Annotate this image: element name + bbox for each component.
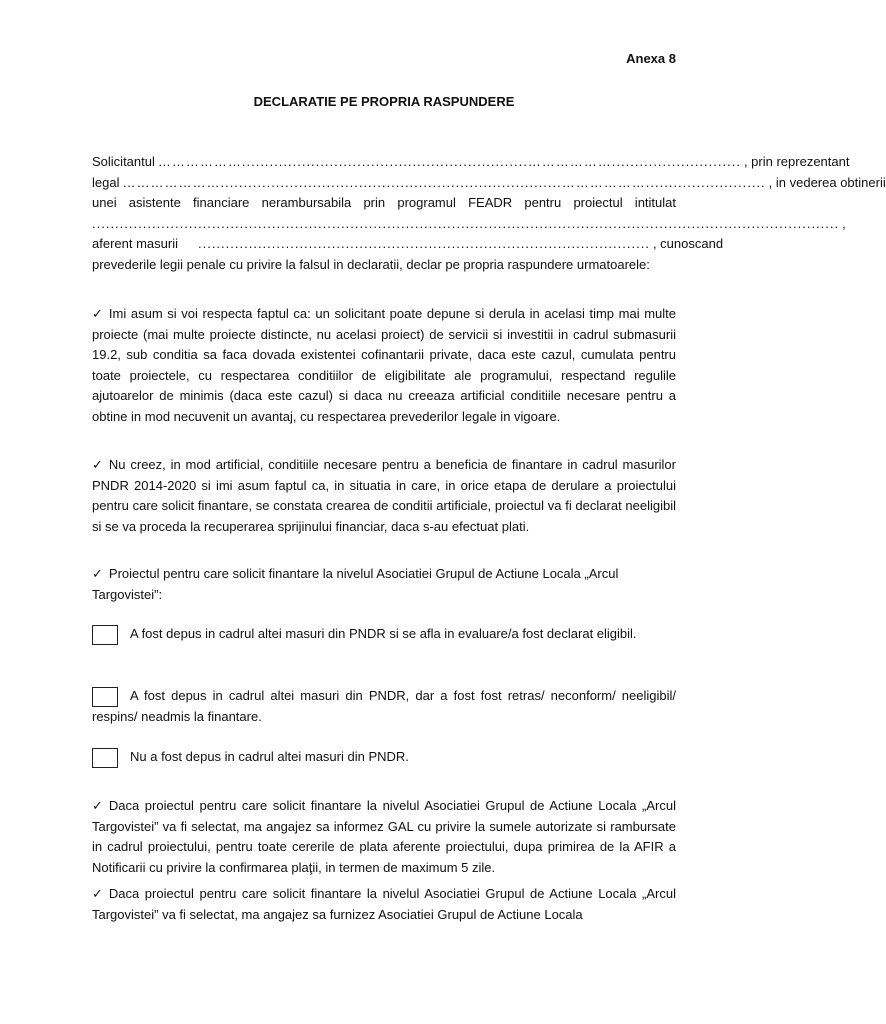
check-mark-icon: ✓ bbox=[92, 306, 103, 321]
checkbox-icon[interactable] bbox=[92, 748, 118, 768]
purpose-label: , in vederea obtinerii bbox=[768, 174, 886, 190]
option-text-1: A fost depus in cadrul altei masuri din PNDR si se afla in evaluare/a fost declarat eligibil. bbox=[130, 626, 637, 641]
intro-paragraph bbox=[92, 152, 886, 276]
intro-line-measure bbox=[92, 234, 724, 255]
option-not-submitted bbox=[92, 747, 676, 768]
intro-line-applicant bbox=[92, 152, 850, 173]
option-withdrawn bbox=[92, 686, 676, 728]
declaration-text-3: Proiectul pentru care solicit finantare la nivelul Asociatiei Grupul de Actiune Locala „Arcul Targovistei”: bbox=[92, 566, 619, 602]
knowing-label: , cunoscand bbox=[652, 236, 724, 252]
measure-blank: .................................................................................................. bbox=[197, 236, 650, 252]
legal-label: legal bbox=[92, 174, 120, 190]
project-title-blank: .................................................................................................................................................................. bbox=[92, 215, 840, 231]
declaration-text-1: Imi asum si voi respecta faptul ca: un solicitant poate depune si derula in acelasi timp mai multe proiecte (mai multe proiecte distincte, nu acelasi proiect) de servicii si investitii in cadrul submasurii 19.2, sub conditia sa faca dovada existentei cofinantarii private, daca este cazul, cumulata pentru toate proiectele, cu respectarea conditiilor de eligibilitate ale programului, respectand regulile ajutoarelor de minimis (daca este cazul) si daca nu creeaza artificial conditiile necesare pentru a obtine in mod necuvenit un avantaj, cu respectarea prevederilor legale in vigoare. bbox=[92, 306, 676, 424]
check-mark-icon: ✓ bbox=[92, 457, 103, 472]
measure-label: aferent masurii bbox=[92, 236, 178, 252]
check-mark-icon: ✓ bbox=[92, 566, 103, 581]
comma: , bbox=[842, 215, 846, 231]
intro-line-project-title bbox=[92, 214, 846, 235]
option-text-3: Nu a fost depus in cadrul altei masuri din PNDR. bbox=[130, 749, 409, 764]
declaration-item-1 bbox=[92, 304, 676, 428]
annex-label: Anexa 8 bbox=[626, 51, 676, 66]
intro-line-feadr: unei asistente financiare nerambursabila prin programul FEADR pentru proiectul intitulat bbox=[92, 195, 676, 211]
applicant-blank: ………………..............................................................………………............................ bbox=[157, 154, 741, 169]
intro-declaration: prevederile legii penale cu privire la falsul in declaratii, declar pe propria raspundere urmatoarele: bbox=[92, 256, 650, 272]
declaration-item-3 bbox=[92, 564, 676, 605]
applicant-label: Solicitantul bbox=[92, 154, 155, 169]
check-mark-icon: ✓ bbox=[92, 886, 103, 901]
checkbox-icon[interactable] bbox=[92, 625, 118, 645]
option-text-2: A fost depus in cadrul altei masuri din PNDR, dar a fost fost retras/ neconform/ neeligibil/ respins/ neadmis la finantare. bbox=[92, 688, 676, 724]
declaration-item-2 bbox=[92, 455, 676, 537]
document-title: DECLARATIE PE PROPRIA RASPUNDERE bbox=[253, 94, 515, 109]
declaration-item-4 bbox=[92, 796, 676, 878]
representative-label: , prin reprezentant bbox=[743, 154, 850, 169]
legal-representative-blank: …………………..........................................................................……………….......................... bbox=[122, 174, 766, 190]
intro-line-legal bbox=[92, 173, 886, 194]
declaration-item-5 bbox=[92, 884, 676, 925]
declaration-text-4: Daca proiectul pentru care solicit finantare la nivelul Asociatiei Grupul de Actiune Locala „Arcul Targovistei” va fi selectat, ma angajez sa informez GAL cu privire la sumele autorizate si rambursate in cadrul proiectului, pentru toate cererile de plata aferente proiectului, dupa primirea de la AFIR a Notificarii cu privire la confirmarea plaţii, in termen de maximum 5 zile. bbox=[92, 798, 676, 875]
checkbox-icon[interactable] bbox=[92, 687, 118, 707]
option-evaluation bbox=[92, 624, 676, 645]
declaration-text-2: Nu creez, in mod artificial, conditiile necesare pentru a beneficia de finantare in cadrul masurilor PNDR 2014-2020 si imi asum faptul ca, in situatia in care, in orice etapa de derulare a proiectului pentru care solicit finantare, se constata crearea de conditii artificiale, proiectul va fi declarat neeligibil si se va proceda la recuperarea sprijinului financiar, daca s-au efectuat plati. bbox=[92, 457, 676, 534]
declaration-text-5: Daca proiectul pentru care solicit finantare la nivelul Asociatiei Grupul de Actiune Locala „Arcul Targovistei” va fi selectat, ma angajez sa furnizez Asociatiei Grupul de Actiune Locala bbox=[92, 886, 676, 922]
check-mark-icon: ✓ bbox=[92, 798, 103, 813]
